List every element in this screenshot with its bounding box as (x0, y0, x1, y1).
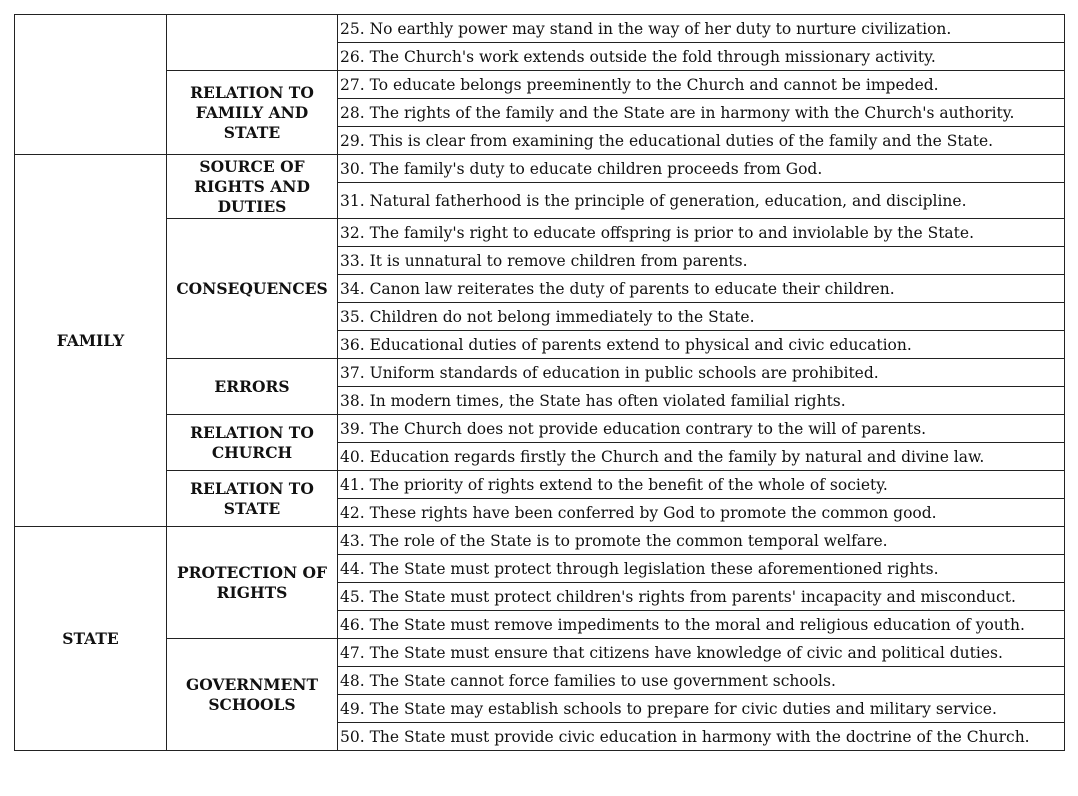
table-row (15, 471, 1065, 499)
item-text: 32. The family's right to educate offspring is prior to and inviolable by the State. (338, 219, 1065, 247)
item-text: 30. The family's duty to educate children proceeds from God. (338, 155, 1065, 183)
item-text: 46. The State must remove impediments to the moral and religious education of youth. (338, 611, 1065, 639)
item-text: 34. Canon law reiterates the duty of parents to educate their children. (338, 275, 1065, 303)
item-text: 43. The role of the State is to promote the common temporal welfare. (338, 527, 1065, 555)
item-text: 35. Children do not belong immediately to the State. (338, 303, 1065, 331)
item-text: 40. Education regards firstly the Church and the family by natural and divine law. (338, 443, 1065, 471)
section-heading: RELATION TO STATE (167, 471, 338, 527)
outline-table-body (15, 15, 1065, 751)
item-text: 48. The State cannot force families to use government schools. (338, 667, 1065, 695)
item-text: 38. In modern times, the State has often violated familial rights. (338, 387, 1065, 415)
item-text: 31. Natural fatherhood is the principle of generation, education, and discipline. (338, 183, 1065, 219)
section-heading: CONSEQUENCES (167, 219, 338, 359)
outline-table-container (14, 14, 1064, 781)
item-text: 39. The Church does not provide education contrary to the will of parents. (338, 415, 1065, 443)
item-text: 25. No earthly power may stand in the way of her duty to nurture civilization. (338, 15, 1065, 43)
section-heading: ERRORS (167, 359, 338, 415)
item-text: 42. These rights have been conferred by God to promote the common good. (338, 499, 1065, 527)
section-heading (167, 15, 338, 71)
item-text: 33. It is unnatural to remove children from parents. (338, 247, 1065, 275)
table-row (15, 415, 1065, 443)
item-text: 37. Uniform standards of education in public schools are prohibited. (338, 359, 1065, 387)
item-text: 41. The priority of rights extend to the benefit of the whole of society. (338, 471, 1065, 499)
section-heading: RELATION TO FAMILY AND STATE (167, 71, 338, 155)
item-text: 47. The State must ensure that citizens have knowledge of civic and political duties. (338, 639, 1065, 667)
table-row (15, 219, 1065, 247)
part-heading: STATE (15, 527, 167, 751)
item-text: 28. The rights of the family and the State are in harmony with the Church's authority. (338, 99, 1065, 127)
table-row (15, 15, 1065, 43)
outline-table (14, 14, 1065, 751)
item-text: 26. The Church's work extends outside the fold through missionary activity. (338, 43, 1065, 71)
item-text: 36. Educational duties of parents extend to physical and civic education. (338, 331, 1065, 359)
section-heading: RELATION TO CHURCH (167, 415, 338, 471)
section-heading: GOVERNMENT SCHOOLS (167, 639, 338, 751)
table-row (15, 71, 1065, 99)
item-text: 27. To educate belongs preeminently to the Church and cannot be impeded. (338, 71, 1065, 99)
table-row (15, 527, 1065, 555)
part-heading (15, 15, 167, 155)
item-text: 50. The State must provide civic education in harmony with the doctrine of the Church. (338, 723, 1065, 751)
item-text: 49. The State may establish schools to prepare for civic duties and military service. (338, 695, 1065, 723)
section-heading: PROTECTION OF RIGHTS (167, 527, 338, 639)
item-text: 29. This is clear from examining the educational duties of the family and the State. (338, 127, 1065, 155)
section-heading: SOURCE OF RIGHTS AND DUTIES (167, 155, 338, 219)
item-text: 45. The State must protect children's rights from parents' incapacity and misconduct. (338, 583, 1065, 611)
part-heading: FAMILY (15, 155, 167, 527)
table-row (15, 639, 1065, 667)
item-text: 44. The State must protect through legislation these aforementioned rights. (338, 555, 1065, 583)
table-row (15, 155, 1065, 183)
table-row (15, 359, 1065, 387)
